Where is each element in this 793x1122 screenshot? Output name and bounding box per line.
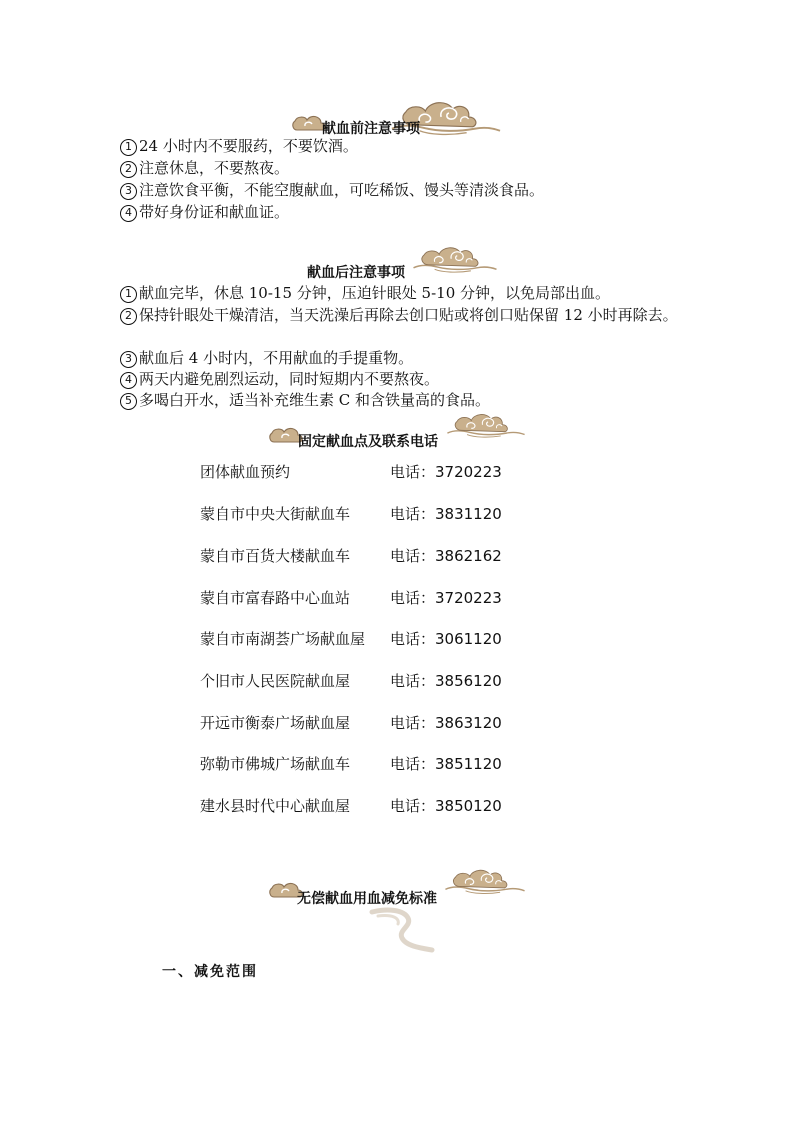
circle-number: 1 bbox=[120, 139, 137, 156]
station-phone: 电话：3851120 bbox=[390, 755, 502, 773]
circle-number: 4 bbox=[120, 205, 137, 222]
list-item bbox=[120, 158, 680, 179]
stations-title: 固定献血点及联系电话 bbox=[298, 434, 438, 450]
station-phone: 电话：3720223 bbox=[390, 589, 502, 607]
station-name: 弥勒市佛城广场献血车 bbox=[200, 755, 351, 773]
item-text: 献血完毕，休息 10-15 分钟，压迫针眼处 5-10 分钟，以免局部出血。 bbox=[139, 284, 611, 302]
station-name: 蒙自市富春路中心血站 bbox=[200, 589, 351, 607]
item-text: 献血后 4 小时内，不用献血的手提重物。 bbox=[139, 349, 414, 367]
before-title: 献血前注意事项 bbox=[322, 121, 420, 137]
item-text: 两天内避免剧烈运动，同时短期内不要熬夜。 bbox=[139, 370, 440, 388]
circle-number: 2 bbox=[120, 161, 137, 178]
item-text: 24 小时内不要服药，不要饮酒。 bbox=[139, 137, 358, 155]
station-row bbox=[200, 503, 502, 524]
item-text: 带好身份证和献血证。 bbox=[139, 203, 290, 221]
station-name: 蒙自市南湖荟广场献血屋 bbox=[200, 630, 366, 648]
list-item bbox=[120, 369, 680, 390]
circle-number: 2 bbox=[120, 308, 137, 325]
cloud-icon bbox=[444, 862, 526, 898]
station-name: 个旧市人民医院献血屋 bbox=[200, 672, 351, 690]
list-item bbox=[120, 136, 680, 157]
station-row bbox=[200, 670, 502, 691]
after-title: 献血后注意事项 bbox=[307, 265, 405, 281]
station-phone: 电话：3850120 bbox=[390, 797, 502, 815]
list-item bbox=[120, 348, 680, 369]
station-phone: 电话：3863120 bbox=[390, 714, 502, 732]
item-text: 多喝白开水，适当补充维生素 C 和含铁量高的食品。 bbox=[139, 391, 491, 409]
station-row bbox=[200, 545, 502, 566]
reduction-title: 无偿献血用血减免标准 bbox=[297, 891, 437, 907]
station-phone: 电话：3061120 bbox=[390, 630, 502, 648]
station-row bbox=[200, 712, 502, 733]
station-name: 开远市衡泰广场献血屋 bbox=[200, 714, 351, 732]
item-text: 注意饮食平衡，不能空腹献血，可吃稀饭、馒头等清淡食品。 bbox=[139, 181, 545, 199]
list-item bbox=[120, 180, 680, 201]
cloud-icon bbox=[412, 240, 498, 276]
station-name: 蒙自市百货大楼献血车 bbox=[200, 547, 351, 565]
circle-number: 3 bbox=[120, 183, 137, 200]
station-row bbox=[200, 587, 502, 608]
station-row bbox=[200, 753, 502, 774]
item-text: 注意休息，不要熬夜。 bbox=[139, 159, 290, 177]
station-row bbox=[200, 795, 502, 816]
list-item bbox=[120, 305, 680, 326]
cloud-icon bbox=[446, 407, 526, 441]
station-phone: 电话：3831120 bbox=[390, 505, 502, 523]
station-row bbox=[200, 461, 502, 482]
station-name: 团体献血预约 bbox=[200, 463, 291, 481]
station-row bbox=[200, 628, 502, 649]
reduction-subheading: 一、减免范围 bbox=[162, 964, 258, 980]
circle-number: 5 bbox=[120, 393, 137, 410]
list-item bbox=[120, 390, 680, 411]
circle-number: 1 bbox=[120, 286, 137, 303]
brush-swirl-icon bbox=[368, 906, 438, 954]
station-name: 建水县时代中心献血屋 bbox=[200, 797, 351, 815]
list-item bbox=[120, 283, 680, 304]
station-phone: 电话：3856120 bbox=[390, 672, 502, 690]
item-text: 保持针眼处干燥清洁，当天洗澡后再除去创口贴或将创口贴保留 12 小时再除去。 bbox=[139, 306, 678, 324]
station-phone: 电话：3720223 bbox=[390, 463, 502, 481]
circle-number: 4 bbox=[120, 372, 137, 389]
circle-number: 3 bbox=[120, 351, 137, 368]
station-phone: 电话：3862162 bbox=[390, 547, 502, 565]
station-name: 蒙自市中央大街献血车 bbox=[200, 505, 351, 523]
list-item bbox=[120, 202, 680, 223]
